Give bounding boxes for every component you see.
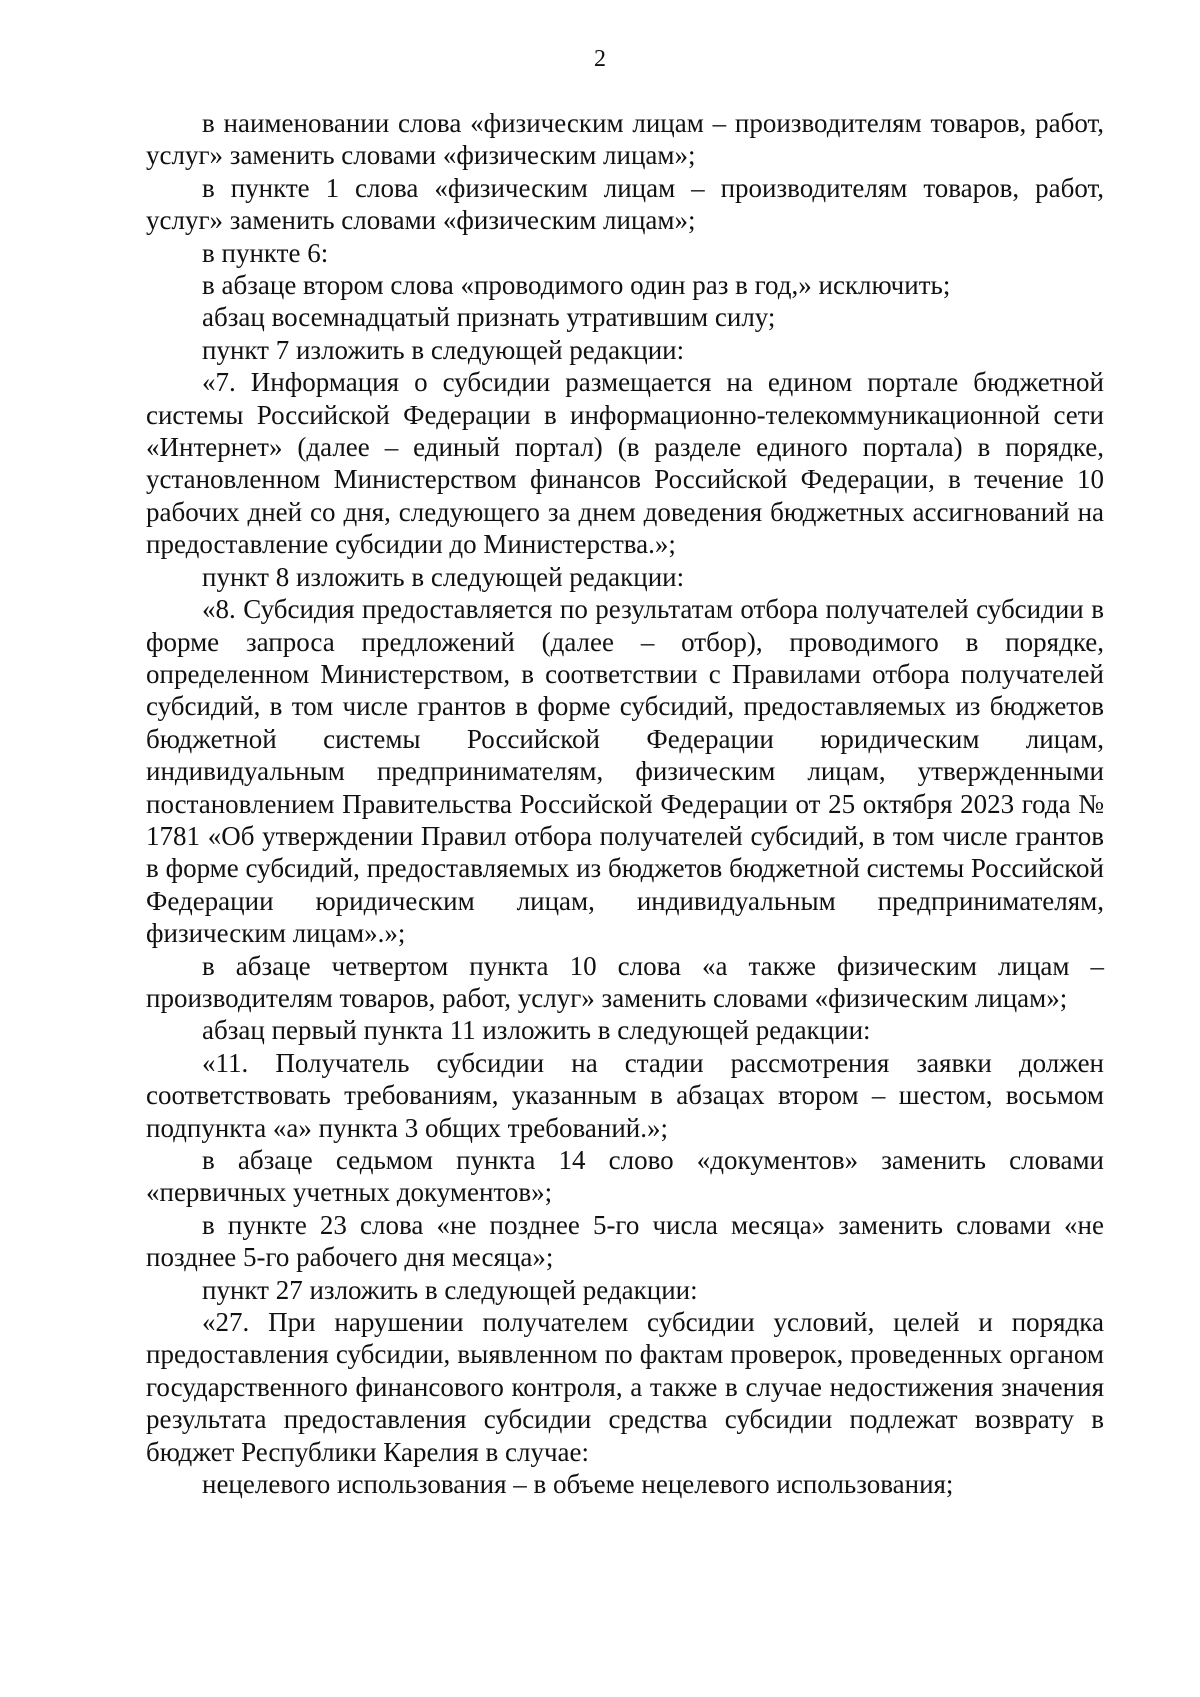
paragraph-point-14-amendment: в абзаце седьмом пункта 14 слово «документов» заменить словами «первичных учетных документов»; bbox=[146, 1145, 1104, 1208]
paragraph-point-23-amendment: в пункте 23 слова «не позднее 5-го числа месяца» заменить словами «не позднее 5-го рабочего дня месяца»; bbox=[146, 1209, 1104, 1273]
paragraph-point-6-second-abzac: в абзаце втором слова «проводимого один раз в год,» исключить; bbox=[202, 270, 951, 301]
paragraph-point-7-heading: пункт 7 изложить в следующей редакции: bbox=[202, 334, 685, 365]
paragraph-point-10-amendment: в абзаце четвертом пункта 10 слова «а также физическим лицам – производителям товаров, работ, услуг» заменить словами «физическим лицам»; bbox=[146, 950, 1104, 1013]
paragraph-title-amendment: в наименовании слова «физическим лицам – производителям товаров, работ, услуг» заменить словами «физическим лицам»; bbox=[146, 108, 1104, 171]
paragraph-point-1-amendment: в пункте 1 слова «физическим лицам – производителям товаров, работ, услуг» заменить словами «физическим лицам»; bbox=[146, 172, 1104, 236]
paragraph-point-6-eighteenth-abzac: абзац восемнадцатый признать утратившим силу; bbox=[202, 302, 776, 333]
paragraph-point-8-text: «8. Субсидия предоставляется по результатам отбора получателей субсидии в форме запроса предложений (далее – отбор), проводимого в порядке, определенном Министерством, в соответствии с Правилами отбора получателей субсидий, в том числе грантов в форме субсидий, предоставляемых из бюджетов бюджетной системы Российской Федерации юридическим лицам, индивидуальным предпринимателям, физическим лицам, утвержденными постановлением Правительства Российской Федерации от 25 октября 2023 года № 1781 «Об утверждении Правил отбора получателей субсидий, в том числе грантов в форме субсидий, предоставляемых из бюджетов бюджетной системы Российской Федерации юридическим лицам, индивидуальным предпринимателям, физическим лицам».»; bbox=[146, 594, 1104, 949]
paragraph-point-27-heading: пункт 27 изложить в следующей редакции: bbox=[202, 1274, 698, 1305]
paragraph-point-27-text: «27. При нарушении получателем субсидии условий, целей и порядка предоставления субсидии, выявленном по фактам проверок, проведенных органом государственного финансового контроля, а также в случае недостижения значения результата предоставления субсидии средства субсидии подлежат возврату в бюджет Республики Карелия в случае: bbox=[146, 1307, 1104, 1467]
document-body bbox=[146, 107, 1104, 1500]
paragraph-point-8-heading: пункт 8 изложить в следующей редакции: bbox=[202, 561, 685, 592]
paragraph-misuse-case: нецелевого использования – в объеме нецелевого использования; bbox=[202, 1469, 954, 1500]
paragraph-point-6-heading: в пункте 6: bbox=[202, 237, 329, 268]
paragraph-point-11-text: «11. Получатель субсидии на стадии рассмотрения заявки должен соответствовать требованиям, указанным в абзацах втором – шестом, восьмом подпункта «а» пункта 3 общих требований.»; bbox=[146, 1047, 1104, 1143]
page-number: 2 bbox=[594, 46, 606, 72]
paragraph-point-11-heading: абзац первый пункта 11 изложить в следующей редакции: bbox=[202, 1015, 871, 1046]
paragraph-point-7-text: «7. Информация о субсидии размещается на едином портале бюджетной системы Российской Федерации в информационно-телекоммуникационной сети «Интернет» (далее – единый портал) (в разделе единого портала) в порядке, установленном Министерством финансов Российской Федерации, в течение 10 рабочих дней со дня, следующего за днем доведения бюджетных ассигнований на предоставление субсидии до Министерства.»; bbox=[146, 367, 1104, 560]
